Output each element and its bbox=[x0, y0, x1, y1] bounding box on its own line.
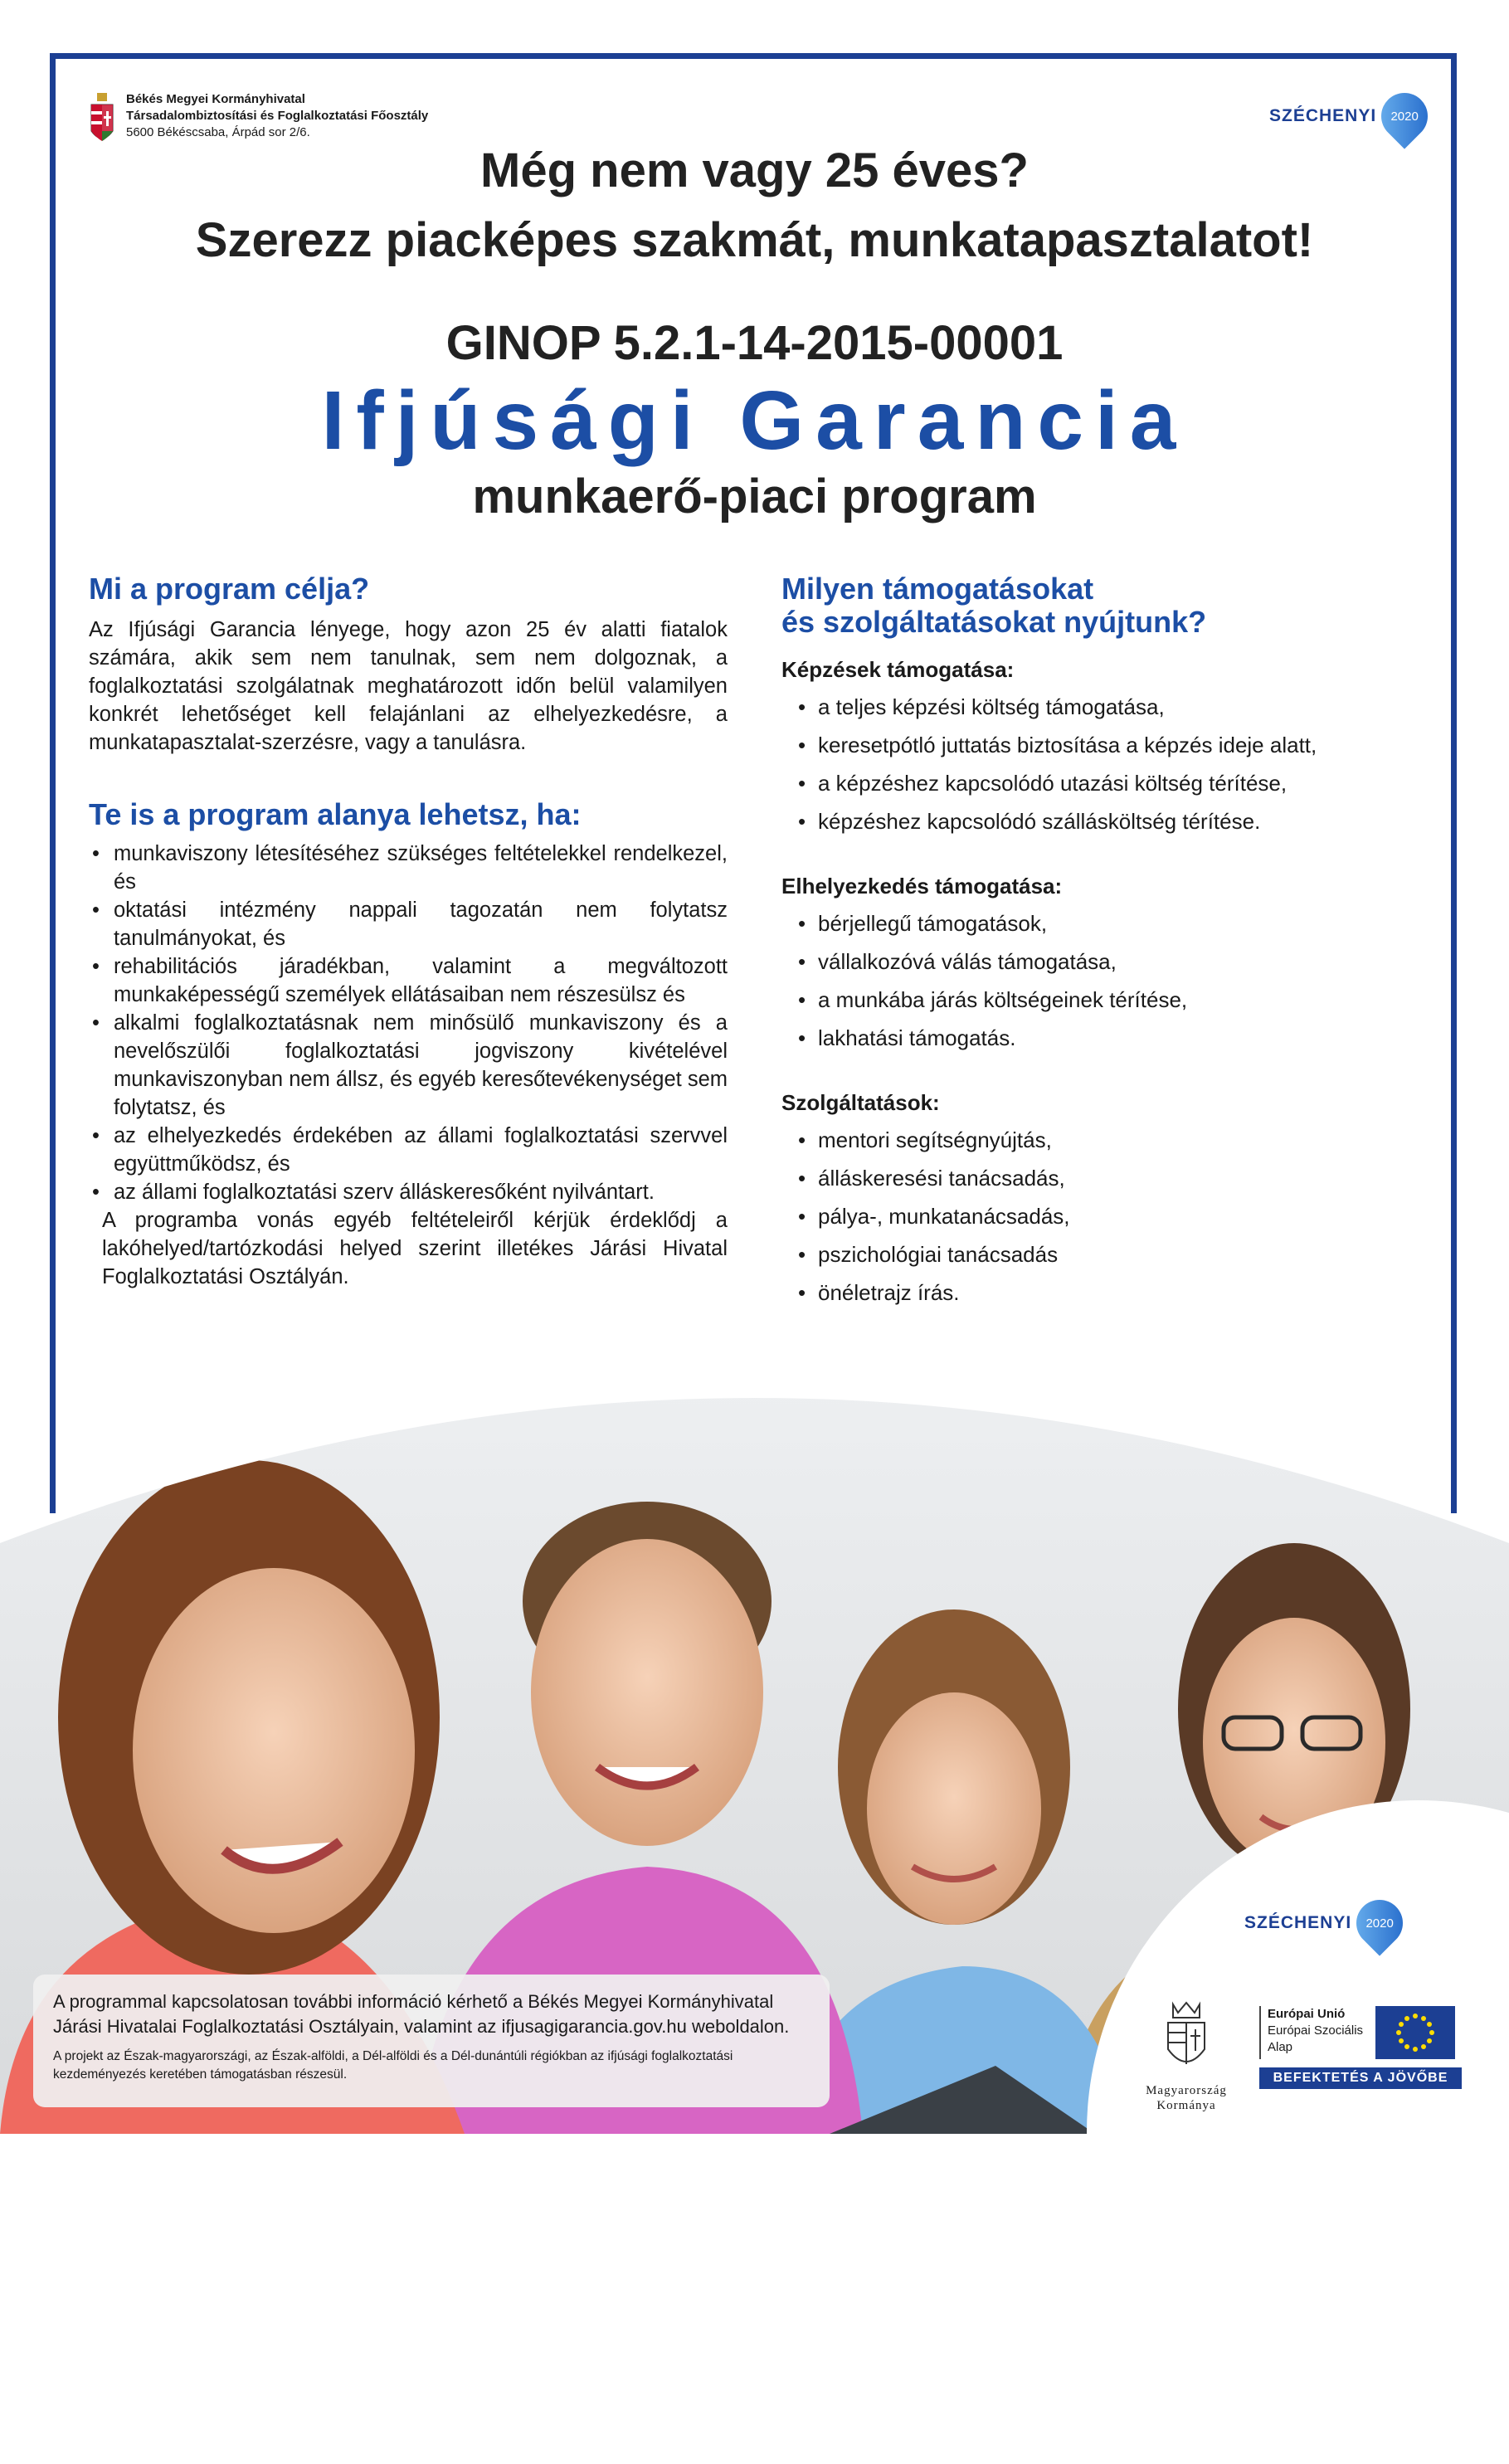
org-header bbox=[90, 91, 428, 149]
magyarorszag-kormanya-logo bbox=[1128, 1999, 1244, 2113]
list-item: • a munkába járás költségeinek térítése, bbox=[781, 981, 1420, 1019]
training-support-title: Képzések támogatása: bbox=[781, 657, 1015, 682]
list-item: • alkalmi foglalkoztatásnak nem minősülő munkaviszony és a nevelőszülői foglalkoztatási jogviszony kivételével munkaviszonyban nem állsz, és egyéb keresőtevékenységet sem folytatsz, és bbox=[89, 1009, 728, 1122]
left-column bbox=[89, 572, 728, 1291]
location-pin-icon bbox=[1372, 83, 1438, 149]
befektetes-banner: BEFEKTETÉS A JÖVŐBE bbox=[1259, 2067, 1462, 2089]
headline-call: Szerezz piacképes szakmát, munkatapasztalatot! bbox=[195, 213, 1314, 267]
crown-coat-of-arms-icon bbox=[1161, 1999, 1211, 2074]
funding-note-2: kezdeményezés keretében támogatásban részesül. bbox=[53, 2067, 348, 2082]
org-address: 5600 Békéscsaba, Árpád sor 2/6. bbox=[126, 125, 310, 139]
info-line-2: Járási Hivatalai Foglalkoztatási Osztályain, valamint az ifjusagigarancia.gov.hu weboldalon. bbox=[53, 2016, 790, 2037]
esf-line-1: Európai Szociális bbox=[1268, 2023, 1364, 2038]
list-item: • pálya-, munkatanácsadás, bbox=[781, 1197, 1420, 1235]
location-pin-icon bbox=[1347, 1890, 1413, 1955]
info-line-1: A programmal kapcsolatosan további információ kérhető a Békés Megyei Kormányhivatal bbox=[53, 1991, 774, 2012]
mk-line-1: Magyarország bbox=[1146, 2084, 1227, 2097]
szechenyi-wordmark: SZÉCHENYI bbox=[1244, 1913, 1352, 1932]
program-subtitle: munkaerő-piaci program bbox=[472, 470, 1037, 523]
services-heading-line2: és szolgáltatásokat nyújtunk? bbox=[781, 605, 1207, 639]
eu-name: Európai Unió bbox=[1268, 2007, 1346, 2021]
training-support-list bbox=[781, 688, 1420, 840]
program-name: Ifjúsági Garancia bbox=[321, 374, 1188, 467]
services-list bbox=[781, 1121, 1420, 1312]
closing-text: A programba vonás egyéb feltételeiről kérjük érdeklődj a lakóhelyed/tartózkodási helyed szerint illetékes Járási Hivatal Foglalkoztatási Osztályán. bbox=[102, 1209, 728, 1288]
esf-line-2: Alap bbox=[1268, 2040, 1293, 2054]
org-department: Társadalombiztosítási és Foglalkoztatási Főosztály bbox=[126, 109, 429, 123]
eu-logo-block bbox=[1259, 2006, 1467, 2089]
headline-question: Még nem vagy 25 éves? bbox=[480, 144, 1029, 197]
eligibility-list bbox=[89, 840, 728, 1206]
org-name: Békés Megyei Kormányhivatal bbox=[126, 92, 305, 106]
eligibility-heading: Te is a program alanya lehetsz, ha: bbox=[89, 797, 582, 831]
placement-support-list bbox=[781, 904, 1420, 1057]
eu-flag-icon bbox=[1375, 2006, 1455, 2059]
szechenyi-year: 2020 bbox=[1390, 109, 1419, 124]
funding-note-1: A projekt az Észak-magyarországi, az Észak-alföldi, a Dél-alföldi és a Dél-dunántúli régiókban az ifjúsági foglalkoztatási bbox=[53, 2049, 733, 2063]
goal-heading: Mi a program célja? bbox=[89, 572, 370, 606]
list-item: • keresetpótló juttatás biztosítása a képzés ideje alatt, bbox=[781, 726, 1420, 764]
list-item: • bérjellegű támogatások, bbox=[781, 904, 1420, 942]
placement-support-title: Elhelyezkedés támogatása: bbox=[781, 874, 1063, 898]
list-item: • pszichológiai tanácsadás bbox=[781, 1235, 1420, 1273]
list-item: • a teljes képzési költség támogatása, bbox=[781, 688, 1420, 726]
szechenyi-year: 2020 bbox=[1365, 1916, 1394, 1931]
list-item: • munkaviszony létesítéséhez szükséges feltételekkel rendelkezel, és bbox=[89, 840, 728, 896]
services-heading-line1: Milyen támogatásokat bbox=[781, 572, 1094, 606]
szechenyi-wordmark: SZÉCHENYI bbox=[1269, 106, 1377, 125]
list-item: • rehabilitációs járadékban, valamint a megváltozott munkaképességű személyek ellátásaiban nem részesülsz és bbox=[89, 952, 728, 1009]
goal-text: Az Ifjúsági Garancia lényege, hogy azon 25 év alatti fiatalok számára, akik sem nem tanulnak, sem nem dolgoznak, a foglalkoztatási szolgálatnak meghatározott időn belül valamilyen konkrét lehetőséget kell felajánlani az elhelyezkedésre, a munkatapasztalat-szerzésre, vagy a tanulásra. bbox=[89, 618, 728, 754]
list-item: • mentori segítségnyújtás, bbox=[781, 1121, 1420, 1159]
info-box bbox=[33, 1975, 830, 2107]
list-item: • vállalkozóvá válás támogatása, bbox=[781, 942, 1420, 981]
list-item: • önéletrajz írás. bbox=[781, 1273, 1420, 1312]
list-item: • álláskeresési tanácsadás, bbox=[781, 1159, 1420, 1197]
szechenyi-logo-bottom bbox=[1244, 1900, 1403, 1946]
list-item: • képzéshez kapcsolódó szállásköltség térítése. bbox=[781, 802, 1420, 840]
szechenyi-logo-top bbox=[1269, 93, 1428, 139]
list-item: • az elhelyezkedés érdekében az állami foglalkoztatási szervvel együttműködsz, és bbox=[89, 1122, 728, 1178]
right-column bbox=[781, 572, 1420, 1312]
mk-line-2: Kormánya bbox=[1156, 2099, 1216, 2112]
list-item: • lakhatási támogatás. bbox=[781, 1019, 1420, 1057]
list-item: • oktatási intézmény nappali tagozatán nem folytatsz tanulmányokat, és bbox=[89, 896, 728, 952]
list-item: • az állami foglalkoztatási szerv álláskeresőként nyilvántart. bbox=[89, 1178, 728, 1206]
services-title: Szolgáltatások: bbox=[781, 1090, 940, 1115]
list-item: • a képzéshez kapcsolódó utazási költség térítése, bbox=[781, 764, 1420, 802]
program-code: GINOP 5.2.1-14-2015-00001 bbox=[445, 316, 1064, 370]
hungarian-coat-of-arms-icon bbox=[90, 91, 114, 149]
